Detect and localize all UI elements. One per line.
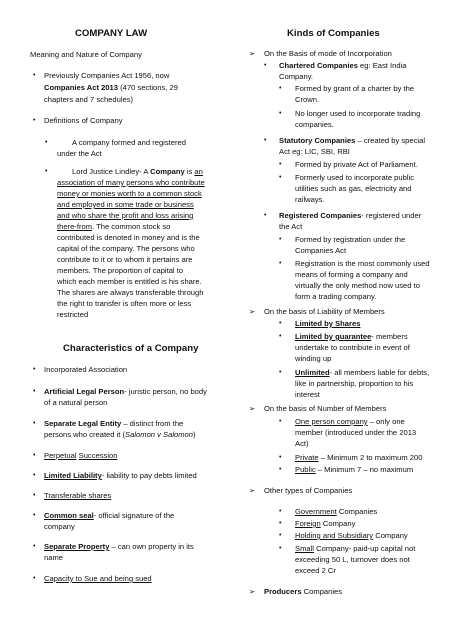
arrow-bullet-icon: ➢ [249, 486, 256, 495]
bullet-icon: • [279, 161, 282, 168]
bullet-icon: • [279, 418, 282, 425]
characteristic-8-line2: name [44, 553, 63, 562]
characteristic-4: Perpetual Succession [44, 451, 118, 460]
small-company-line3: exceed 2 Cr [295, 566, 336, 575]
chartered-sub1-line1: Formed by grant of a charter by the [295, 84, 415, 93]
definition-1-line1: A company formed and registered [72, 138, 186, 147]
definition-2-line8: capital of the company. The persons who [57, 244, 195, 253]
bullet-icon: • [264, 137, 267, 144]
statutory-line1: Statutory Companies – created by special [279, 136, 426, 145]
characteristic-3-line2: persons who created it (Salomon v Salomon) [44, 430, 196, 439]
bullet-icon: • [279, 520, 282, 527]
registered-line1: Registered Companies- registered under [279, 211, 422, 220]
definition-2-line12: The shares are always transferable through [57, 288, 204, 297]
bullet-icon: • [279, 320, 282, 327]
incorporation-heading: On the Basis of mode of Incorporation [264, 49, 392, 58]
bullet-icon: • [279, 260, 282, 267]
bullet-icon: • [33, 117, 36, 124]
bullet-icon: • [279, 454, 282, 461]
statutory-sub2-line2: utilities such as gas, electricity and [295, 184, 412, 193]
definition-2-line13: the right to transfer is often more or less [57, 299, 192, 308]
bullet-icon: • [279, 110, 282, 117]
liability-heading: On the basis of Liability of Members [264, 307, 385, 316]
bullet-icon: • [279, 508, 282, 515]
unlimited: Unlimited- all members liable for debts, [295, 368, 430, 377]
one-person-company: One person company – only one [295, 417, 405, 426]
definition-2-line7: contributed is denoted in money and is the [57, 233, 200, 242]
characteristic-9: Capacity to Sue and being sued [44, 574, 152, 583]
public-company: Public – Minimum 7 – no maximum [295, 465, 414, 474]
bullet-icon: • [33, 543, 36, 550]
bullet-icon: • [33, 72, 36, 79]
unlimited-line2: like in partnership, proportion to his [295, 379, 414, 388]
statutory-sub1: Formed by private Act of Parliament. [295, 160, 418, 169]
one-person-company-line2: member (introduced under the 2013 [295, 428, 417, 437]
characteristic-8: Separate Property – can own property in its [44, 542, 194, 551]
registered-sub1-line2: Companies Act [295, 246, 347, 255]
registered-sub1-line1: Formed by registration under the [295, 235, 406, 244]
limited-by-guarantee-line3: winding up [295, 354, 332, 363]
arrow-bullet-icon: ➢ [249, 307, 256, 316]
bullet-icon: • [279, 85, 282, 92]
chartered-sub1-line2: Crown. [295, 95, 320, 104]
characteristic-6: Transferable shares [44, 491, 112, 500]
definition-2-line9: contribute to it or to whom it pertains are [57, 255, 193, 264]
registered-sub2-line1: Registration is the most commonly used [295, 259, 430, 268]
holding-subsidiary-company: Holding and Subsidiary Company [295, 531, 408, 540]
definition-2-line11: which each member is entitled is his share. [57, 277, 202, 286]
bullet-icon: • [33, 452, 36, 459]
statutory-sub2-line3: railways. [295, 195, 325, 204]
unlimited-line3: interest [295, 390, 320, 399]
definitions-label: Definitions of Company [44, 116, 123, 125]
producers-companies: Producers Companies [264, 587, 343, 596]
small-company-line2: exceeding 50 L, turnover does not [295, 555, 410, 564]
foreign-company: Foreign Company [295, 519, 356, 528]
prev-act-line1: Previously Companies Act 1956, now [44, 71, 170, 80]
registered-line2: the Act [279, 222, 303, 231]
definition-2-line5: and who share the profit and loss arising [57, 211, 194, 220]
arrow-bullet-icon: ➢ [249, 404, 256, 413]
definition-2-line14: restricted [57, 310, 89, 319]
bullet-icon: • [279, 333, 282, 340]
bullet-icon: • [264, 212, 267, 219]
kinds-title: Kinds of Companies [287, 28, 380, 39]
government-companies: Government Companies [295, 507, 378, 516]
statutory-line2: Act eg: LIC, SBI, RBI [279, 147, 350, 156]
definition-2-line1: Lord Justice Lindley- A Company is an [72, 167, 203, 176]
bullet-icon: • [279, 174, 282, 181]
small-company: Small Company- paid-up capital not [295, 544, 416, 553]
registered-sub2-line4: form a trading company. [295, 292, 377, 301]
characteristic-7: Common seal- official signature of the [44, 511, 175, 520]
bullet-icon: • [33, 472, 36, 479]
chartered-line2: Company. [279, 72, 314, 81]
bullet-icon: • [33, 492, 36, 499]
characteristic-1: Incorporated Association [44, 365, 128, 374]
arrow-bullet-icon: ➢ [249, 49, 256, 58]
bullet-icon: • [33, 388, 36, 395]
chartered-sub2-line1: No longer used to incorporate trading [295, 109, 421, 118]
chartered-sub2-line2: companies. [295, 120, 334, 129]
prev-act-line3: chapters and 7 schedules) [44, 95, 134, 104]
limited-by-guarantee: Limited by guarantee- members [295, 332, 408, 341]
chartered-line1: Chartered Companies eg: East India [279, 61, 407, 70]
characteristics-heading: Characteristics of a Company [63, 343, 199, 354]
characteristic-7-line2: company [44, 522, 75, 531]
bullet-icon: • [279, 236, 282, 243]
limited-by-shares: Limited by Shares [295, 319, 361, 328]
bullet-icon: • [33, 512, 36, 519]
registered-sub2-line3: virtually the only method now used to [295, 281, 420, 290]
definition-1-line2: under the Act [57, 149, 102, 158]
bullet-icon: • [279, 532, 282, 539]
characteristic-5: Limited Liability- liability to pay debts limited [44, 471, 197, 480]
bullet-icon: • [279, 466, 282, 473]
meaning-heading: Meaning and Nature of Company [30, 50, 142, 59]
limited-by-guarantee-line2: undertake to contribute in event of [295, 343, 410, 352]
bullet-icon: • [33, 366, 36, 373]
bullet-icon: • [45, 139, 48, 146]
one-person-company-line3: Act) [295, 439, 309, 448]
definition-2-line2: association of many persons who contribute [57, 178, 205, 187]
definition-2-line10: members. The proportion of capital to [57, 266, 184, 275]
definition-2-line3: money or monies worth to a common stock [57, 189, 202, 198]
bullet-icon: • [279, 545, 282, 552]
prev-act-line2: Companies Act 2013 (470 sections, 29 [44, 83, 178, 92]
characteristic-2-line2: of a natural person [44, 398, 108, 407]
definition-2-line6: there-from. The common stock so [57, 222, 171, 231]
characteristic-2: Artificial Legal Person- juristic person, no body [44, 387, 207, 396]
other-heading: Other types of Companies [264, 486, 353, 495]
bullet-icon: • [45, 168, 48, 175]
bullet-icon: • [33, 575, 36, 582]
definition-2-line4: and employed in some trade or business [57, 200, 194, 209]
arrow-bullet-icon: ➢ [249, 587, 256, 596]
registered-sub2-line2: means of forming a company and [295, 270, 408, 279]
bullet-icon: • [33, 420, 36, 427]
statutory-sub2-line1: Formerly used to incorporate public [295, 173, 415, 182]
characteristic-3: Separate Legal Entity – distinct from the [44, 419, 184, 428]
number-heading: On the basis of Number of Members [264, 404, 387, 413]
page-title: COMPANY LAW [75, 28, 148, 39]
private-company: Private – Minimum 2 to maximum 200 [295, 453, 423, 462]
bullet-icon: • [279, 369, 282, 376]
bullet-icon: • [264, 62, 267, 69]
